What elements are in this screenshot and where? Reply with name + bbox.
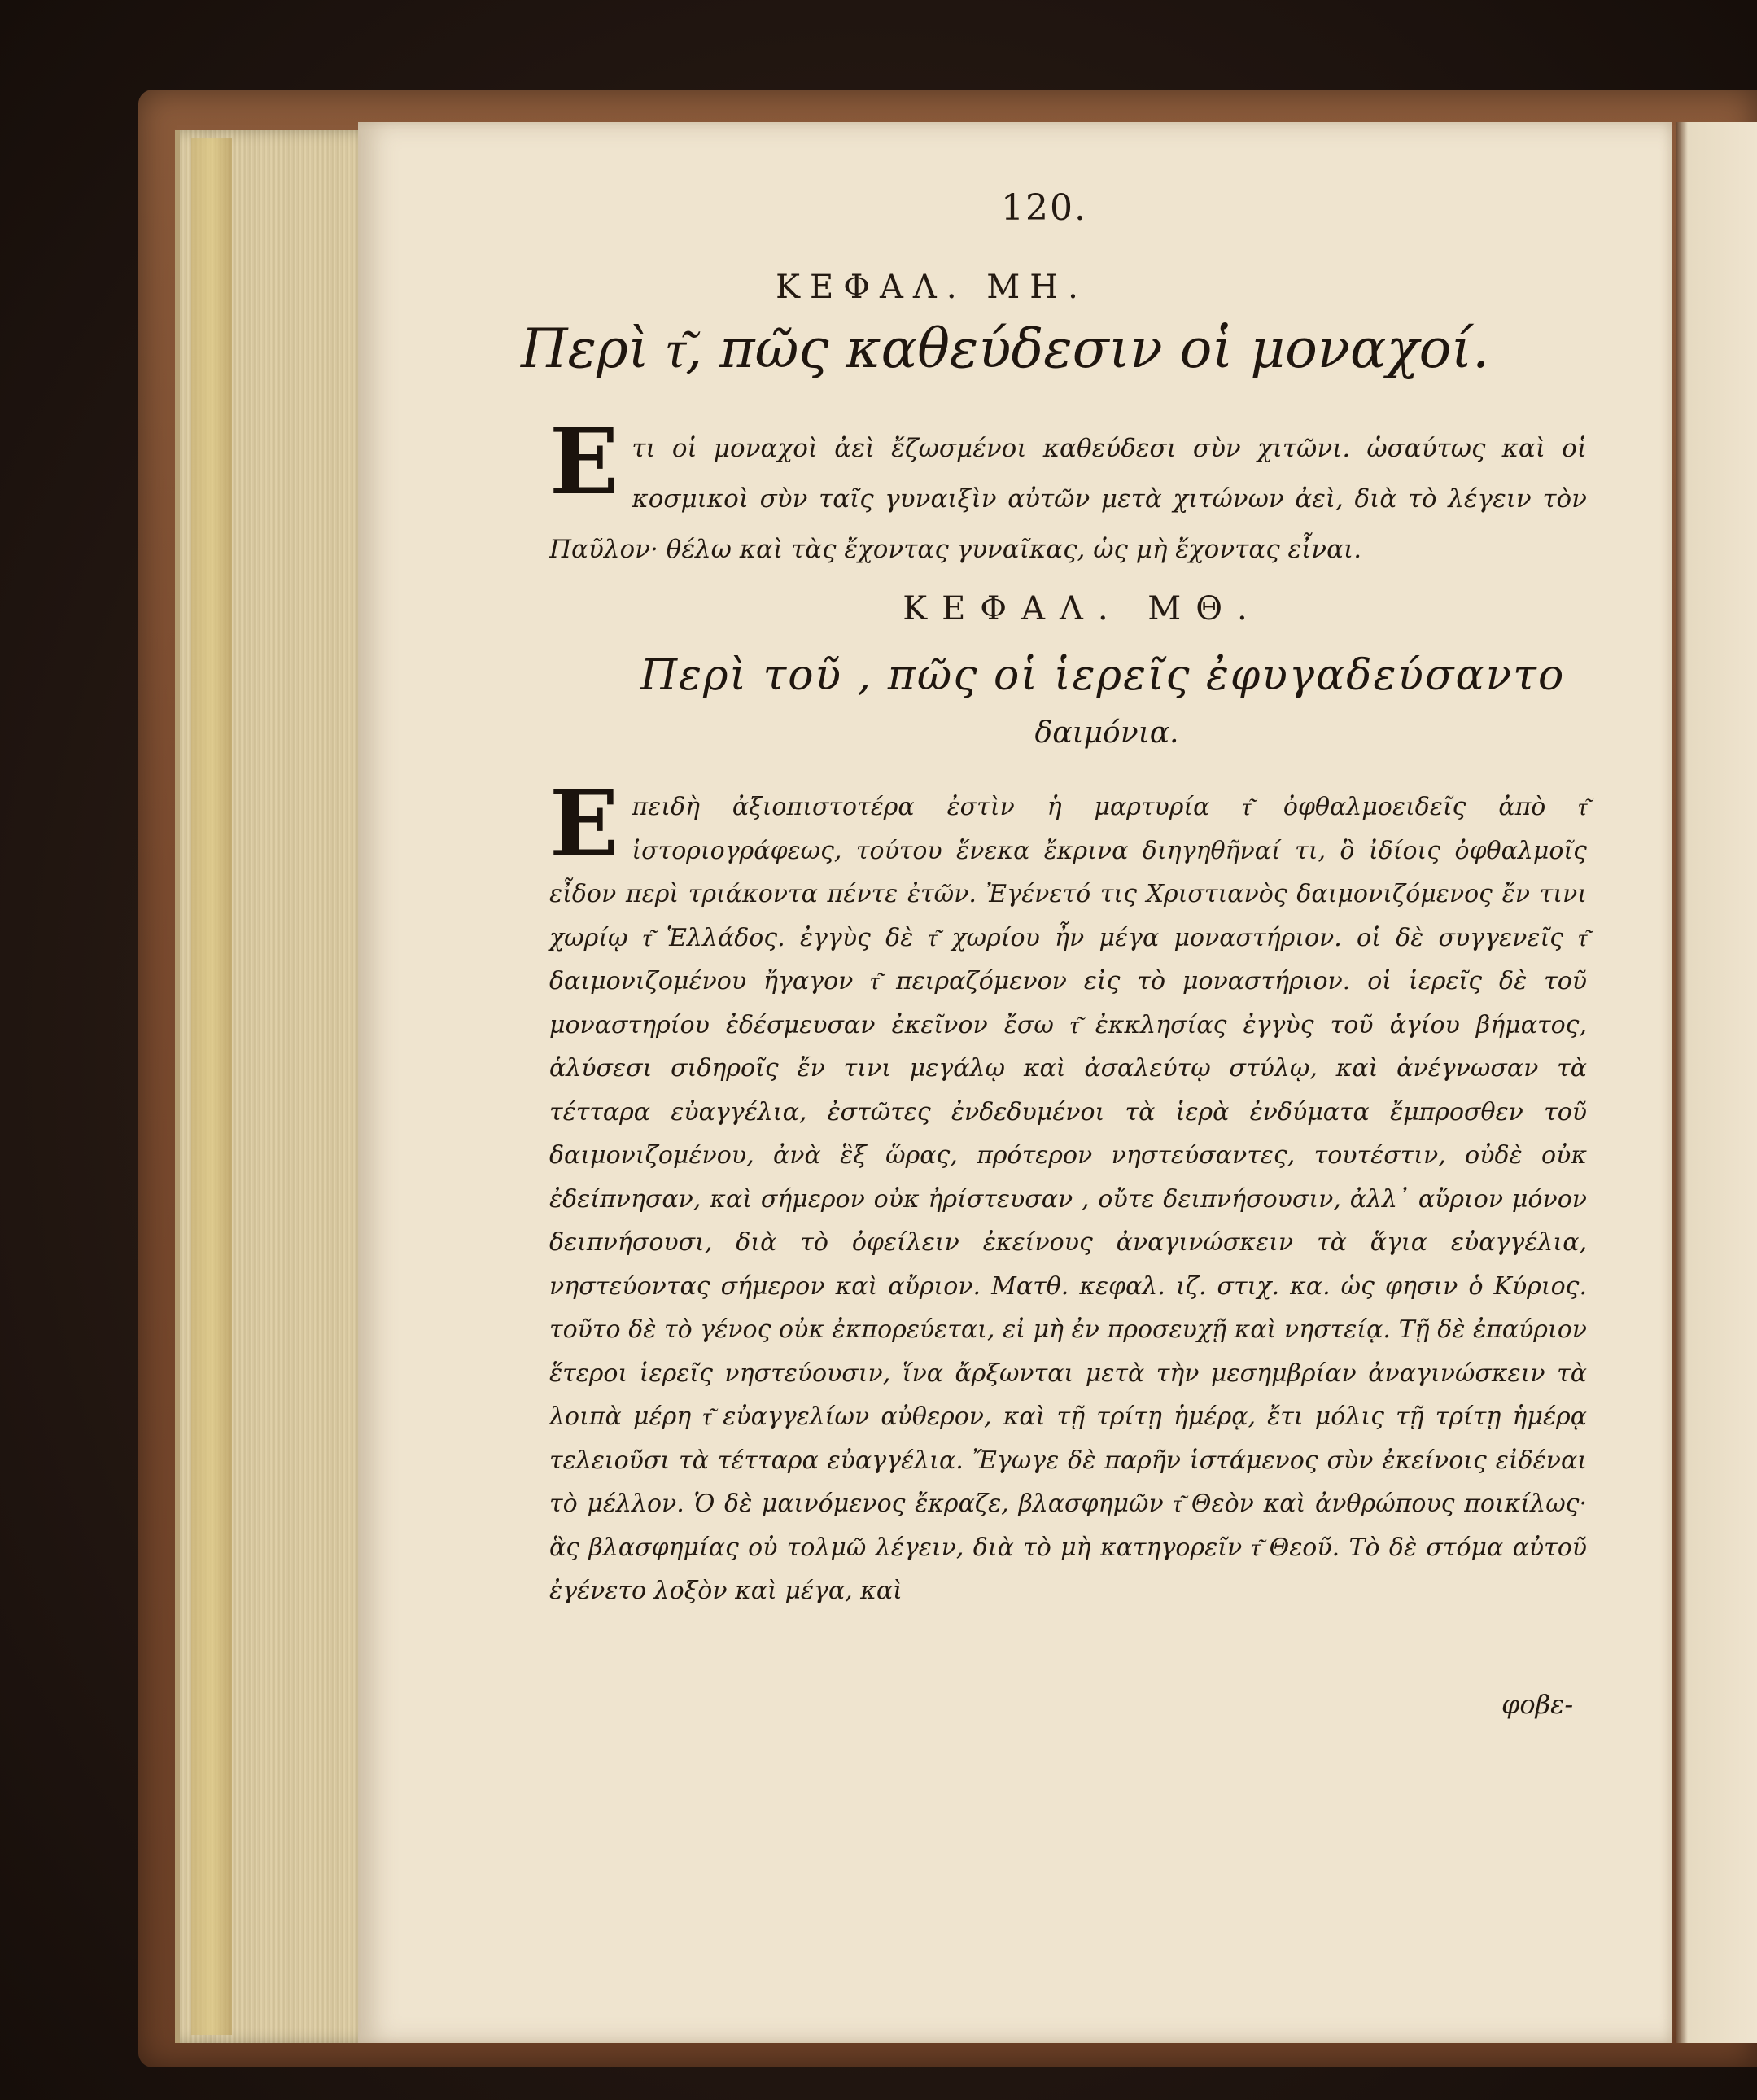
chapter-48-heading: ΚΕΦΑΛ. ΜΗ. [776, 269, 1088, 306]
gilt-edge [191, 138, 232, 2035]
chapter-48-body [549, 409, 1587, 575]
chapter-49-title-line1: Περὶ τοῦ , πῶς οἱ ἱερεῖς ἐφυγαδεύσαντο [640, 651, 1566, 700]
facing-page-edge [1676, 122, 1757, 2043]
catchword: φοβε- [1501, 1689, 1574, 1720]
chapter-48-text: τι οἱ μοναχοὶ ἀεὶ ἔζωσμένοι καθεύδεσι σὺν χιτῶνι. ὡσαύτως καὶ οἱ κοσμικοὶ σὺν ταῖς γυναιξὶν αὐτῶν μετὰ χιτώνων ἀεὶ, διὰ τὸ λέγειν τὸν Παῦλον· θέλω καὶ τὰς ἔχοντας γυναῖκας, ὡς μὴ ἔχοντας εἶναι. [549, 434, 1587, 564]
chapter-49-body [549, 771, 1587, 1613]
chapter-49-text: πειδὴ ἀξιοπιστοτέρα ἐστὶν ἡ μαρτυρία τ͂ ὀφθαλμοειδεῖς ἀπὸ τ͂ ἱστοριογράφεως, τούτου ἕνεκα ἔκρινα διηγηθῆναί τι, ὃ ἰδίοις ὀφθαλμοῖς εἶδον περὶ τριάκοντα πέντε ἐτῶν. Ἐγένετό τις Χριστιανὸς δαιμονιζόμενος ἔν τινι χωρίῳ τ͂ Ἑλλάδος. ἐγγὺς δὲ τ͂ χωρίου ἦν μέγα μοναστήριον. οἱ δὲ συγγενεῖς τ͂ δαιμονιζομένου ἤγαγον τ͂ πειραζόμενον εἰς τὸ μοναστήριον. οἱ ἱερεῖς δὲ τοῦ μοναστηρίου ἐδέσμευσαν ἐκεῖνον ἔσω τ͂ ἐκκλησίας ἐγγὺς τοῦ ἁγίου βήματος, ἁλύσεσι σιδηροῖς ἔν τινι μεγάλῳ καὶ ἀσαλεύτῳ στύλῳ, καὶ ἀνέγνωσαν τὰ τέτταρα εὐαγγέλια, ἐστῶτες ἐνδεδυμένοι τὰ ἱερὰ ἐνδύματα ἔμπροσθεν τοῦ δαιμονιζομένου, ἀνὰ ἓξ ὥρας, πρότερον νηστεύσαντες, τουτέστιν, οὐδὲ οὐκ ἐδείπνησαν, καὶ σήμερον οὐκ ἠρίστευσαν , οὔτε δειπνήσουσιν, ἀλλ᾽ αὔριον μόνον δειπνήσουσι, διὰ τὸ ὀφείλειν ἐκείνους ἀναγινώσκειν τὰ ἅγια εὐαγγέλια, νηστεύοντας σήμερον καὶ αὔριον. Ματθ. κεφαλ. ιζ. στιχ. κα. ὡς φησιν ὁ Κύριος. τοῦτο δὲ τὸ γένος οὐκ ἐκπορεύεται, εἰ μὴ ἐν προσευχῇ καὶ νηστείᾳ. Τῇ δὲ ἐπαύριον ἕτεροι ἱερεῖς νηστεύουσιν, ἵνα ἄρξωνται μετὰ τὴν μεσημβρίαν ἀναγινώσκειν τὰ λοιπὰ μέρη τ͂ εὐαγγελίων αὐθερον, καὶ τῇ τρίτῃ ἡμέρᾳ, ἔτι μόλις τῇ τρίτῃ ἡμέρᾳ τελειοῦσι τὰ τέτταρα εὐαγγέλια. Ἔγωγε δὲ παρῆν ἱστάμενος σὺν ἐκείνοις εἰδέναι τὸ μέλλον. Ὁ δὲ μαινόμενος ἔκραζε, βλασφημῶν τ͂ Θεὸν καὶ ἀνθρώπους ποικίλως· ἃς βλασφημίας οὐ τολμῶ λέγειν, διὰ τὸ μὴ κατηγορεῖν τ͂ Θεοῦ. Τὸ δὲ στόμα αὐτοῦ ἐγένετο λοξὸν καὶ μέγα, καὶ [549, 793, 1587, 1605]
chapter-49-heading: ΚΕΦΑΛ. ΜΘ. [903, 590, 1262, 628]
dropcap-letter: E [549, 409, 619, 515]
chapter-48-title: Περὶ τ͂, πῶς καθεύδεσιν οἱ μοναχοί. [521, 317, 1490, 380]
dropcap-letter: E [549, 771, 619, 877]
chapter-49-title-line2: δαιμόνια. [1034, 716, 1179, 750]
page-number: 120. [1001, 187, 1087, 229]
